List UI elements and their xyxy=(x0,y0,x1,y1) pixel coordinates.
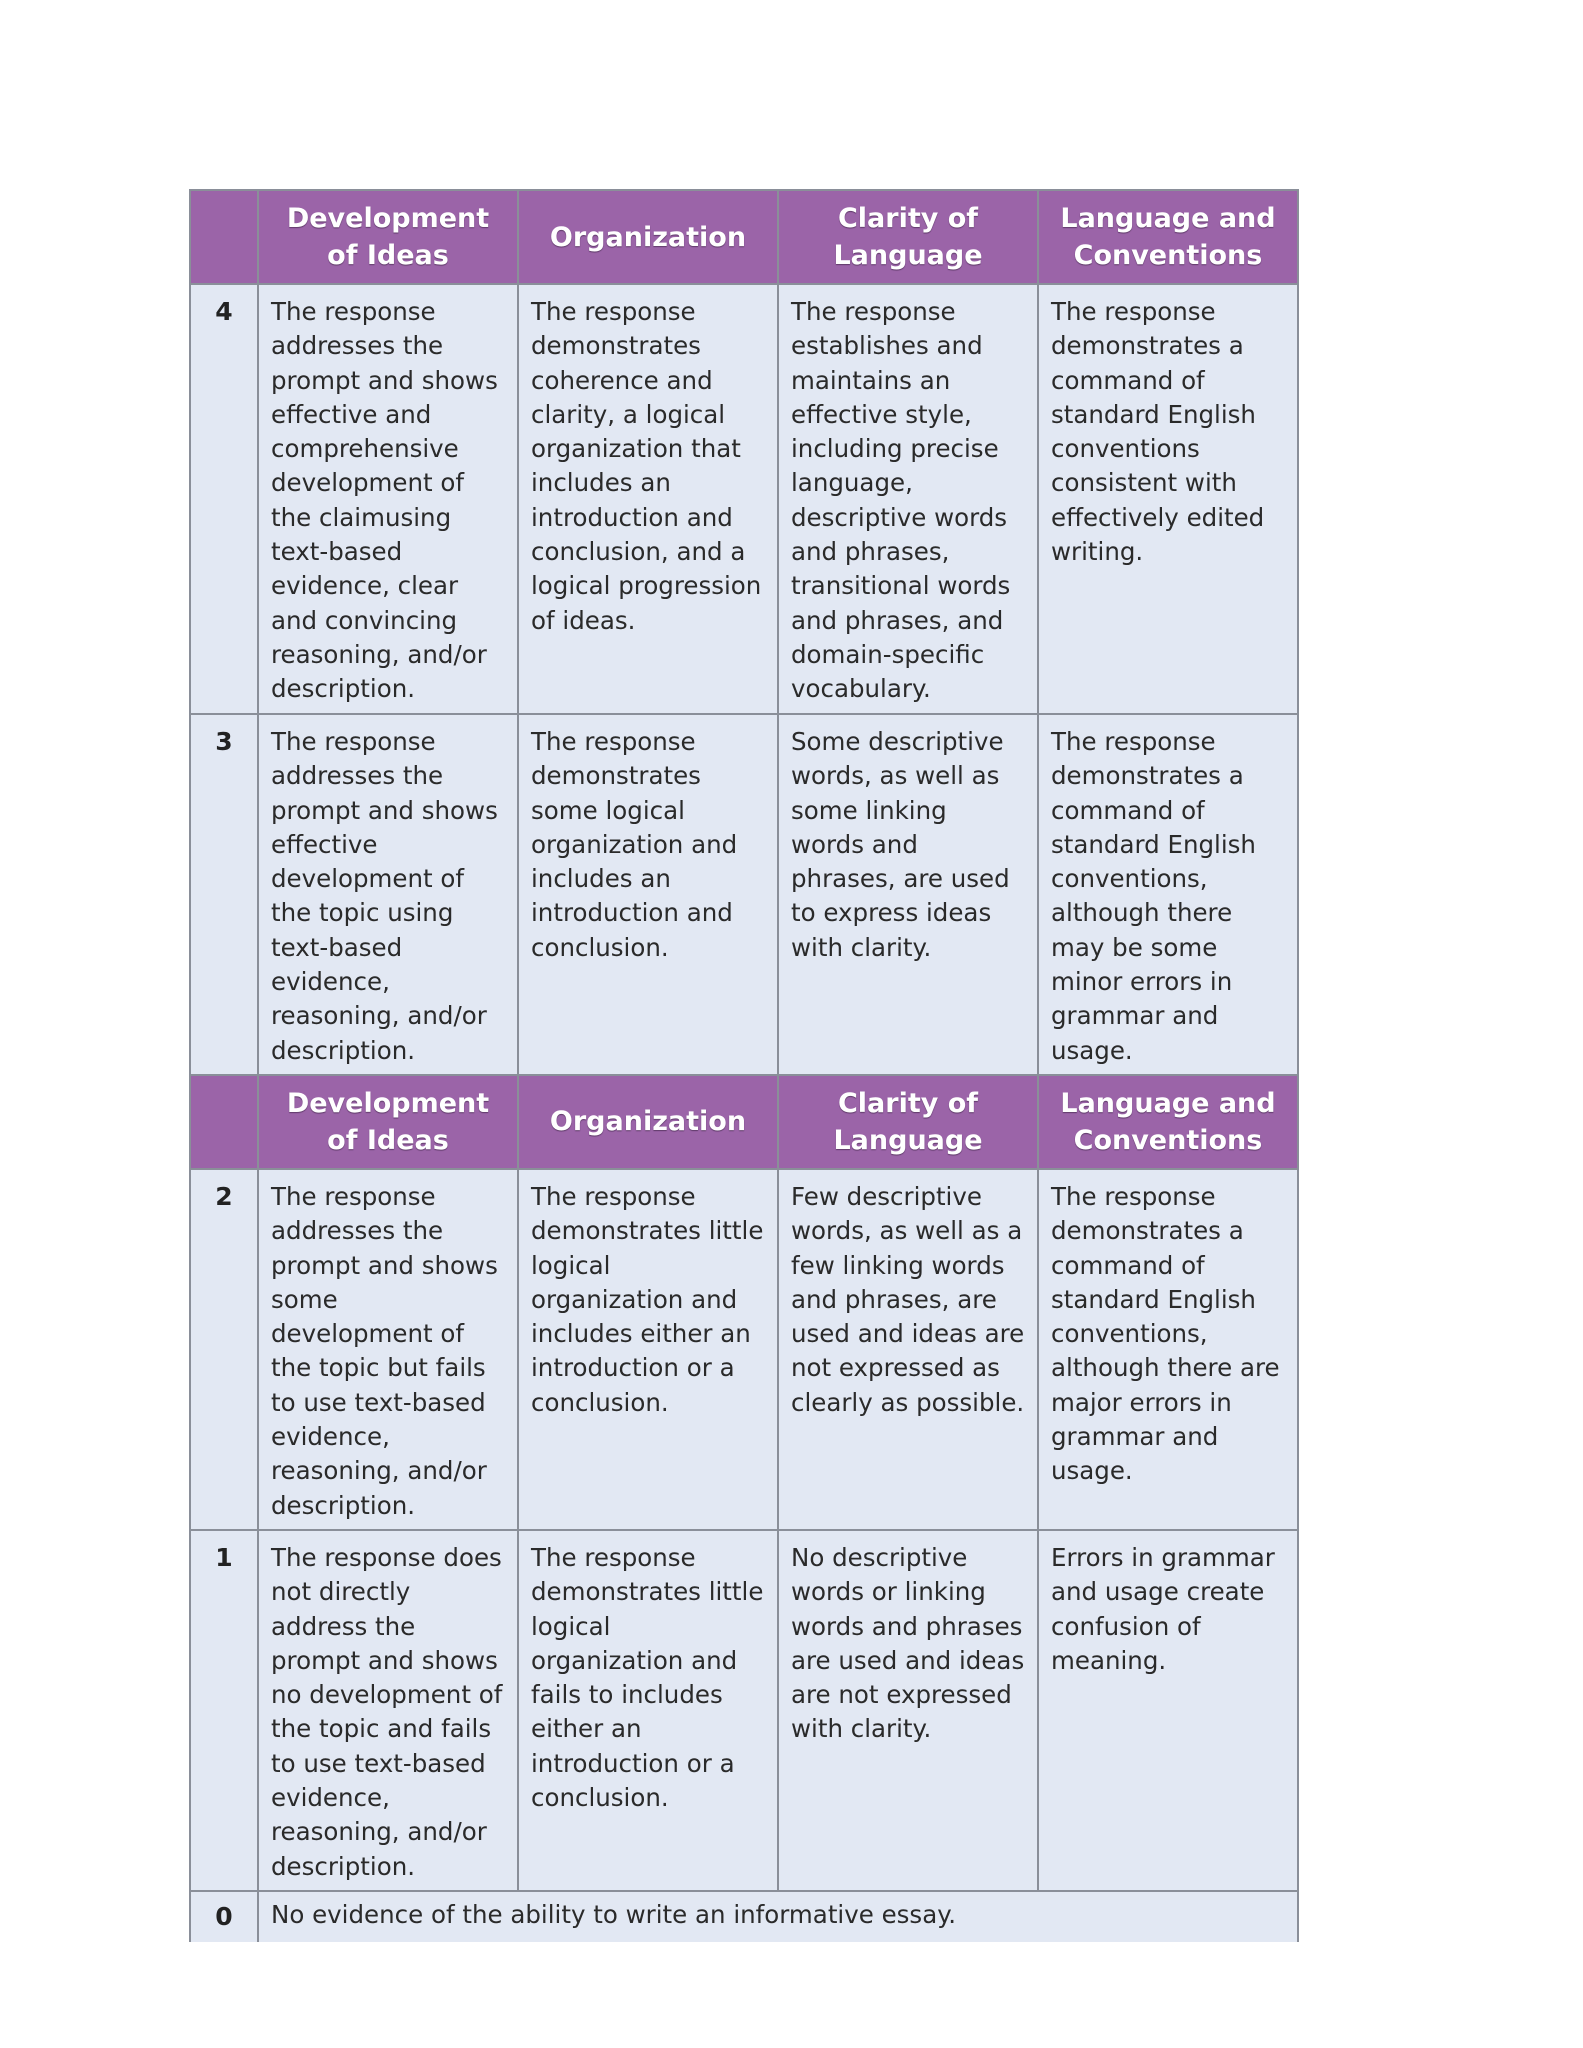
development-cell: The response addresses the prompt and shows some development of the topic but fails to use text-based evidence, reasoning, and/or description. xyxy=(258,1169,518,1530)
language-cell: The response demonstrates a command of standard English conventions consistent with effectively edited writing. xyxy=(1038,284,1298,714)
language-cell: The response demonstrates a command of standard English conventions, although there are major errors in grammar and usage. xyxy=(1038,1169,1298,1530)
header-organization: Organization xyxy=(518,190,778,284)
header-development-of-ideas: Development of Ideas xyxy=(258,1075,518,1169)
score-row-1 xyxy=(190,1530,1298,1891)
header-row xyxy=(190,190,1298,284)
organization-cell: The response demonstrates some logical organization and includes an introduction and conclusion. xyxy=(518,714,778,1075)
clarity-cell: The response establishes and maintains an effective style, including precise language, descriptive words and phrases, transitional words and phrases, and domain-specific vocabulary. xyxy=(778,284,1038,714)
score-label: 3 xyxy=(190,714,258,1075)
zero-description: No evidence of the ability to write an informative essay. xyxy=(258,1891,1298,1942)
scoring-rubric-table xyxy=(189,189,1299,1942)
header-language-and-conventions: Language and Conventions xyxy=(1038,1075,1298,1169)
organization-cell: The response demonstrates little logical organization and fails to includes either an introduction or a conclusion. xyxy=(518,1530,778,1891)
clarity-cell: Some descriptive words, as well as some linking words and phrases, are used to express ideas with clarity. xyxy=(778,714,1038,1075)
score-row-2 xyxy=(190,1169,1298,1530)
score-label: 1 xyxy=(190,1530,258,1891)
score-row-0 xyxy=(190,1891,1298,1942)
score-row-3 xyxy=(190,714,1298,1075)
clarity-cell: Few descriptive words, as well as a few linking words and phrases, are used and ideas are not expressed as clearly as possible. xyxy=(778,1169,1038,1530)
header-development-of-ideas: Development of Ideas xyxy=(258,190,518,284)
score-row-4 xyxy=(190,284,1298,714)
score-label: 2 xyxy=(190,1169,258,1530)
score-label: 4 xyxy=(190,284,258,714)
header-clarity-of-language: Clarity of Language xyxy=(778,190,1038,284)
header-organization: Organization xyxy=(518,1075,778,1169)
header-score-cell xyxy=(190,1075,258,1169)
header-score-cell xyxy=(190,190,258,284)
organization-cell: The response demonstrates coherence and clarity, a logical organization that includes an introduction and conclusion, and a logical progression of ideas. xyxy=(518,284,778,714)
header-language-and-conventions: Language and Conventions xyxy=(1038,190,1298,284)
development-cell: The response does not directly address the prompt and shows no development of the topic and fails to use text-based evidence, reasoning, and/or description. xyxy=(258,1530,518,1891)
clarity-cell: No descriptive words or linking words and phrases are used and ideas are not expressed with clarity. xyxy=(778,1530,1038,1891)
development-cell: The response addresses the prompt and shows effective development of the topic using text-based evidence, reasoning, and/or description. xyxy=(258,714,518,1075)
header-clarity-of-language: Clarity of Language xyxy=(778,1075,1038,1169)
language-cell: Errors in grammar and usage create confusion of meaning. xyxy=(1038,1530,1298,1891)
header-row-repeat xyxy=(190,1075,1298,1169)
language-cell: The response demonstrates a command of standard English conventions, although there may be some minor errors in grammar and usage. xyxy=(1038,714,1298,1075)
development-cell: The response addresses the prompt and shows effective and comprehensive development of the claimusing text-based evidence, clear and convincing reasoning, and/or description. xyxy=(258,284,518,714)
organization-cell: The response demonstrates little logical organization and includes either an introduction or a conclusion. xyxy=(518,1169,778,1530)
score-label: 0 xyxy=(190,1891,258,1942)
